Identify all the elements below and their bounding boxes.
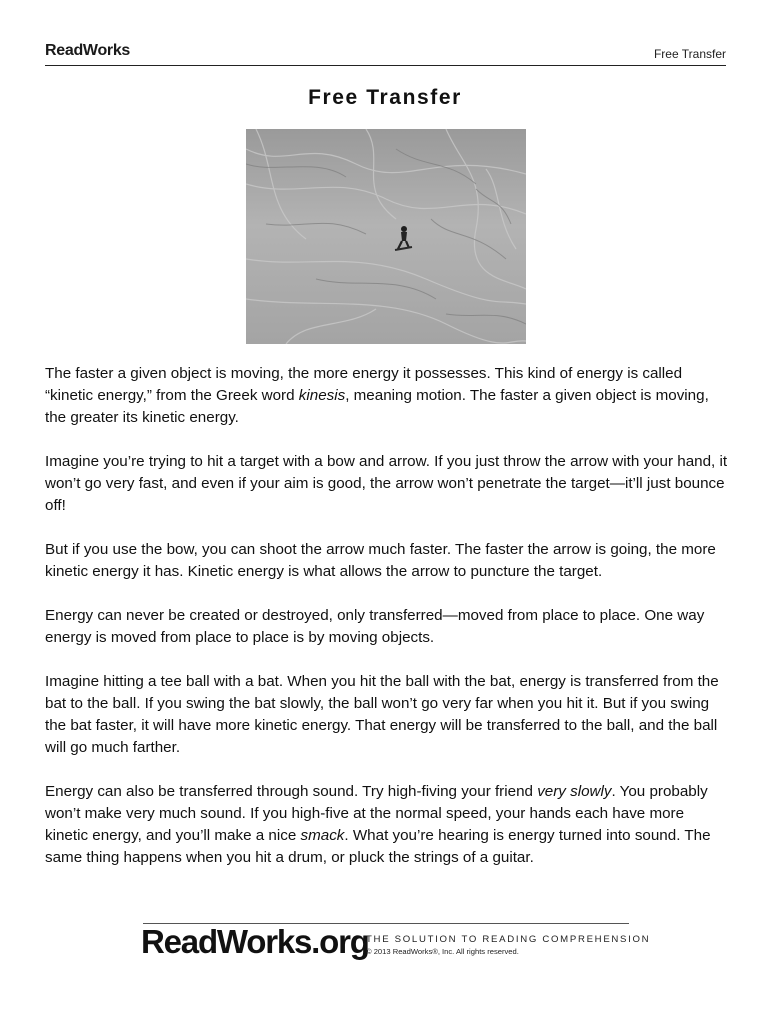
article-paragraph (45, 539, 730, 583)
paragraph-text: , meaning motion. The faster a given object is moving, the greater its kinetic energy. (45, 387, 709, 426)
paragraph-text: Imagine hitting a tee ball with a bat. When you hit the ball with the bat, energy is transferred from the bat to the ball. If you swing the bat slowly, the ball won’t go very far when you hit it. But if you swing the bat faster, it will have more kinetic energy. That energy will be transferred to the ball, and the ball will go much farther. (45, 673, 719, 756)
italic-text: smack (300, 827, 345, 844)
italic-text: very slowly (537, 783, 612, 800)
paragraph-text: But if you use the bow, you can shoot the arrow much faster. The faster the arrow is going, the more kinetic energy it has. Kinetic energy is what allows the arrow to puncture the target. (45, 541, 716, 580)
readworks-logo: ReadWorks (45, 42, 131, 59)
paragraph-text: Imagine you’re trying to hit a target with a bow and arrow. If you just throw the arrow with your hand, it won’t go very fast, and even if your aim is good, the arrow won’t penetrate the target—it’ll just bounce off! (45, 453, 728, 514)
article-paragraph (45, 451, 730, 517)
article-paragraph (45, 781, 730, 869)
paragraph-text: . What you’re hearing is energy turned into sound. The same thing happens when you hit a drum, or pluck the strings of a guitar. (45, 827, 711, 866)
snowboarder-photo (246, 129, 526, 344)
article-paragraph (45, 363, 730, 429)
article-body (45, 363, 730, 891)
header-title: Free Transfer (653, 47, 726, 61)
paragraph-text: . You probably won’t make very much sound. If you high-five at the normal speed, your hands each have more kinetic energy, and you’ll make a nice (45, 783, 708, 844)
italic-text: kinesis (298, 387, 346, 404)
footer-copyright: © 2013 ReadWorks®, Inc. All rights reserved. (366, 947, 519, 956)
paragraph-text: Energy can never be created or destroyed, only transferred—moved from place to place. One way energy is moved from place to place is by moving objects. (45, 607, 705, 646)
footer-tagline: THE SOLUTION TO READING COMPREHENSION (366, 934, 651, 945)
paragraph-text: The faster a given object is moving, the more energy it possesses. This kind of energy is called “kinetic energy,” from the Greek word (45, 365, 683, 404)
article-title: Free Transfer (308, 86, 462, 109)
page-header (45, 42, 726, 66)
readworks-org-logo: ReadWorks.org (141, 923, 369, 960)
paragraph-text: Energy can also be transferred through sound. Try high-fiving your friend (45, 783, 538, 800)
article-paragraph (45, 671, 730, 759)
article-paragraph (45, 605, 730, 649)
